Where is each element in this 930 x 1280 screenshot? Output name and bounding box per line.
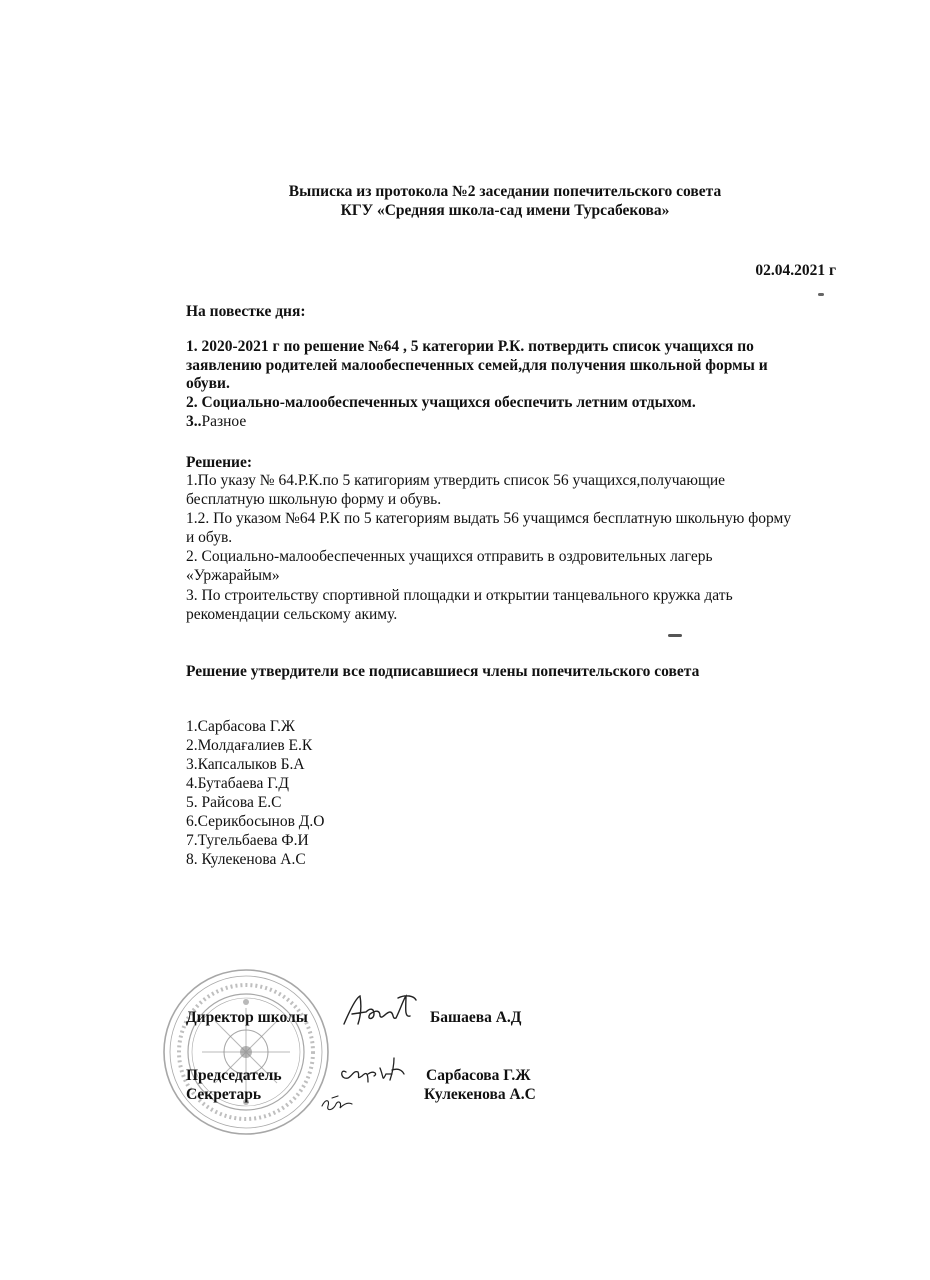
member-item: 1.Сарбасова Г.Ж (186, 718, 295, 735)
agenda-item-1: 1. 2020-2021 г по решение №64 , 5 категории Р.К. потвердить список учащихся по заявлению родителей малообеспеченных семей,для получения школьной формы и обуви. (186, 338, 768, 392)
decision-paragraph-4: 3. По строительству спортивной площадки и открытии танцевального кружка дать рекомендации сельскому акиму. (186, 587, 733, 623)
decision-heading: Решение: (186, 454, 253, 471)
agenda-item-3 (186, 413, 246, 432)
members-list (186, 718, 324, 870)
member-item: 8. Кулекенова А.С (186, 851, 306, 868)
chairman-label: Председатель (186, 1067, 282, 1084)
member-item: 3.Капсалыков Б.А (186, 756, 305, 773)
decision-paragraph-3: 2. Социально-малообеспеченных учащихся отправить в оздровительных лагерь «Уржарайым» (186, 548, 713, 584)
member-item: 4.Бутабаева Г.Д (186, 775, 289, 792)
chairman-signature (336, 1052, 408, 1088)
decision-paragraph-2: 1.2. По указом №64 Р.К по 5 категориям выдать 56 учащимся бесплатную школьную форму и обув. (186, 510, 792, 546)
member-item: 7.Тугельбаева Ф.И (186, 832, 309, 849)
member-item: 5. Райсова Е.С (186, 794, 282, 811)
scan-speck (818, 293, 824, 296)
decision-paragraph-1: 1.По указу № 64.Р.К.по 5 катигориям утвердить список 56 учащихся,получающие бесплатную школьную форму и обувь. (186, 472, 726, 508)
member-item: 2.Молдағалиев Е.К (186, 737, 313, 754)
scan-speck (668, 634, 682, 637)
document-title-line-1: Выписка из протокола №2 заседании попечительского совета (288, 183, 722, 200)
document-date: 02.04.2021 г (755, 262, 836, 279)
approval-statement: Решение утвердители все подписавшиеся члены попечительского совета (186, 663, 700, 680)
secretary-signature (318, 1092, 358, 1116)
official-seal (162, 968, 330, 1136)
chairman-name: Сарбасова Г.Ж (426, 1067, 531, 1084)
agenda-item-3-number: 3.. (186, 413, 202, 430)
document-title-line-2: КГУ «Средняя школа-сад имени Турсабекова» (340, 202, 670, 219)
director-signature (340, 990, 420, 1032)
agenda-item-3-text: Разное (201, 413, 247, 430)
secretary-label: Секретарь (186, 1086, 262, 1103)
director-label: Директор школы (186, 1009, 308, 1026)
member-item: 6.Серикбосынов Д.О (186, 813, 325, 830)
director-name: Башаева А.Д (430, 1009, 522, 1026)
agenda-heading: На повестке дня: (186, 303, 306, 320)
secretary-name: Кулекенова А.С (424, 1086, 536, 1103)
agenda-item-2: 2. Социально-малообеспеченных учащихся обеспечить летним отдыхом. (186, 394, 696, 411)
